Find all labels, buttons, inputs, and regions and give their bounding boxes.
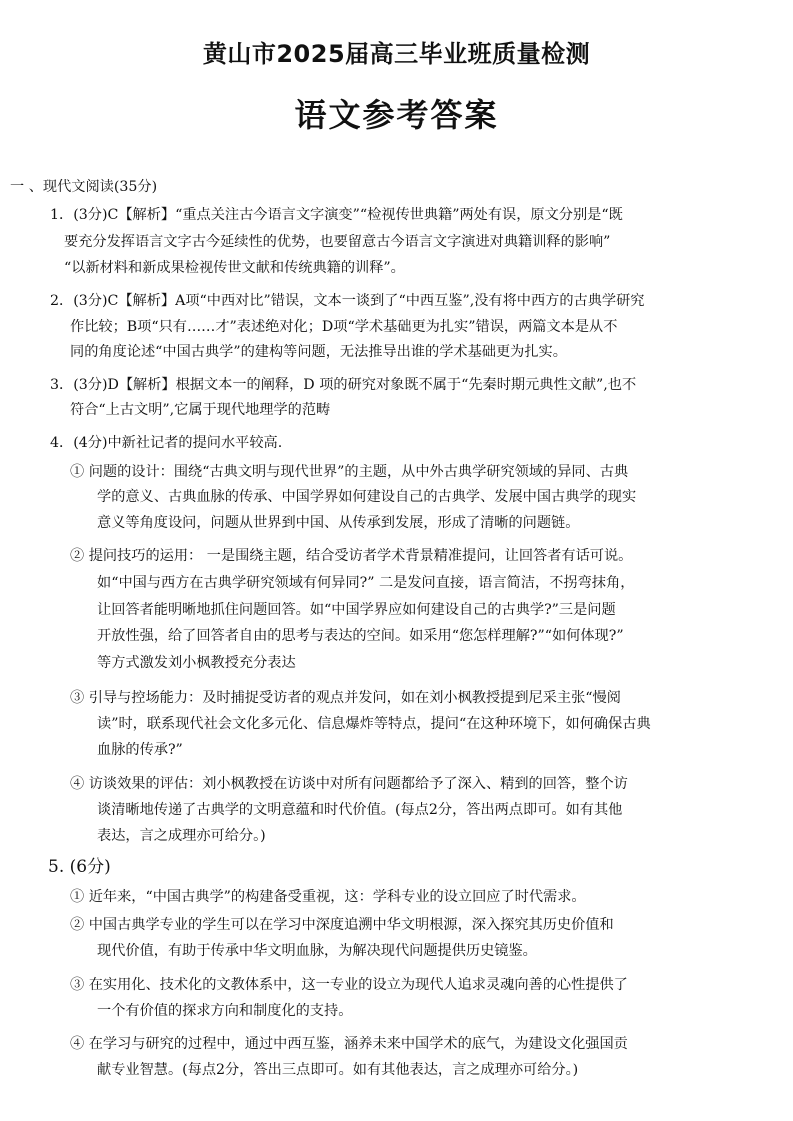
q3-line-1: 3．(3分)D【解析】根据文本一的阐释，D 项的研究对象既不属于“先秦时期元典性文献”,也不 [50, 377, 637, 393]
q4-point-3-line-1: ③ 引导与控场能力：及时捕捉受访者的观点并发问，如在刘小枫教授提到尼采主张“慢阅 [70, 690, 621, 706]
q4-point-4-line-3: 表达，言之成理亦可给分。) [97, 828, 266, 844]
q1-line-3: “以新材料和新成果检视传世文献和传统典籍的训释”。 [64, 260, 405, 276]
q4-point-1-line-1: ① 问题的设计：围绕“古典文明与现代世界”的主题，从中外古典学研究领域的异同、古典 [70, 464, 629, 480]
q4-point-2-line-5: 等方式激发刘小枫教授充分表达 [97, 655, 296, 671]
q5-point-4-line-2: 献专业智慧。(每点2分，答出三点即可。如有其他表达，言之成理亦可给分。) [97, 1062, 579, 1078]
q4-point-4-line-1: ④ 访谈效果的评估：刘小枫教授在访谈中对所有问题都给予了深入、精到的回答，整个访 [70, 776, 628, 792]
answer-key-title: 语文参考答案 [294, 96, 499, 134]
q2-line-2: 作比较；B项“只有……才”表述绝对化；D项“学术基础更为扎实”错误，两篇文本是从不 [70, 319, 618, 335]
q2-line-3: 同的角度论述“中国古典学”的建构等问题，无法推导出谁的学术基础更为扎实。 [70, 344, 567, 360]
q1-line-2: 要充分发挥语言文字古今延续性的优势，也要留意古今语言文字演进对典籍训释的影响” [64, 234, 611, 250]
q4-point-2-line-1: ② 提问技巧的运用： 一是围绕主题，结合受访者学术背景精准提问，让回答者有话可说。 [70, 548, 633, 564]
q3-line-2: 符合“上古文明”,它属于现代地理学的范畴 [70, 402, 331, 418]
q1-line-1: 1．(3分)C【解析】“重点关注古今语言文字演变”“检视传世典籍”两处有误，原文分别是“既 [50, 207, 623, 223]
q5-point-1-line-1: ① 近年来，“中国古典学”的构建备受重视，这：学科专业的设立回应了时代需求。 [70, 889, 586, 905]
q4-point-2-line-4: 开放性强，给了回答者自由的思考与表达的空间。如采用“您怎样理解?”“如何体现?” [97, 628, 624, 644]
q5-point-3-line-1: ③ 在实用化、技术化的文教体系中，这一专业的设立为现代人追求灵魂向善的心性提供了 [70, 977, 628, 993]
q5-point-2-line-2: 现代价值，有助于传承中华文明血脉，为解决现代问题提供历史镜鉴。 [97, 943, 537, 959]
q4-point-2-line-2: 如“中国与西方在古典学研究领域有何异同?” 二是发问直接，语言简洁，不拐弯抹角， [97, 575, 635, 591]
q4-point-1-line-3: 意义等角度设问，问题从世界到中国、从传承到发展，形成了清晰的问题链。 [97, 515, 580, 531]
q4-point-4-line-2: 谈清晰地传递了古典学的文明意蕴和时代价值。(每点2分，答出两点即可。如有其他 [97, 802, 623, 818]
q5-point-2-line-1: ② 中国古典学专业的学生可以在学习中深度追溯中华文明根源，深入探究其历史价值和 [70, 917, 614, 933]
q5-point-4-line-1: ④ 在学习与研究的过程中，通过中西互鉴，涵养未来中国学术的底气，为建设文化强国贡 [70, 1036, 628, 1052]
q4-point-2-line-3: 让回答者能明晰地抓住问题回答。如“中国学界应如何建设自己的古典学?”三是问题 [97, 602, 616, 618]
q4-point-3-line-3: 血脉的传承?” [97, 742, 183, 758]
q5-point-3-line-2: 一个有价值的探求方向和制度化的支持。 [97, 1003, 353, 1019]
section-heading: 一 、现代文阅读(35分) [10, 179, 158, 195]
q2-line-1: 2．(3分)C【解析】A项“中西对比”错误，文本一谈到了“中西互鉴”,没有将中西方的古典学研究 [50, 293, 645, 309]
q4-point-1-line-2: 学的意义、古典血脉的传承、中国学界如何建设自己的古典学、发展中国古典学的现实 [97, 489, 637, 505]
q5-heading: 5. (6分) [48, 857, 111, 877]
exam-title: 黄山市2025届高三毕业班质量检测 [202, 40, 591, 68]
q4-point-3-line-2: 读”时，联系现代社会文化多元化、信息爆炸等特点，提问“在这种环境下，如何确保古典 [97, 716, 651, 732]
q4-heading: 4．(4分)中新社记者的提问水平较高. [50, 435, 283, 451]
